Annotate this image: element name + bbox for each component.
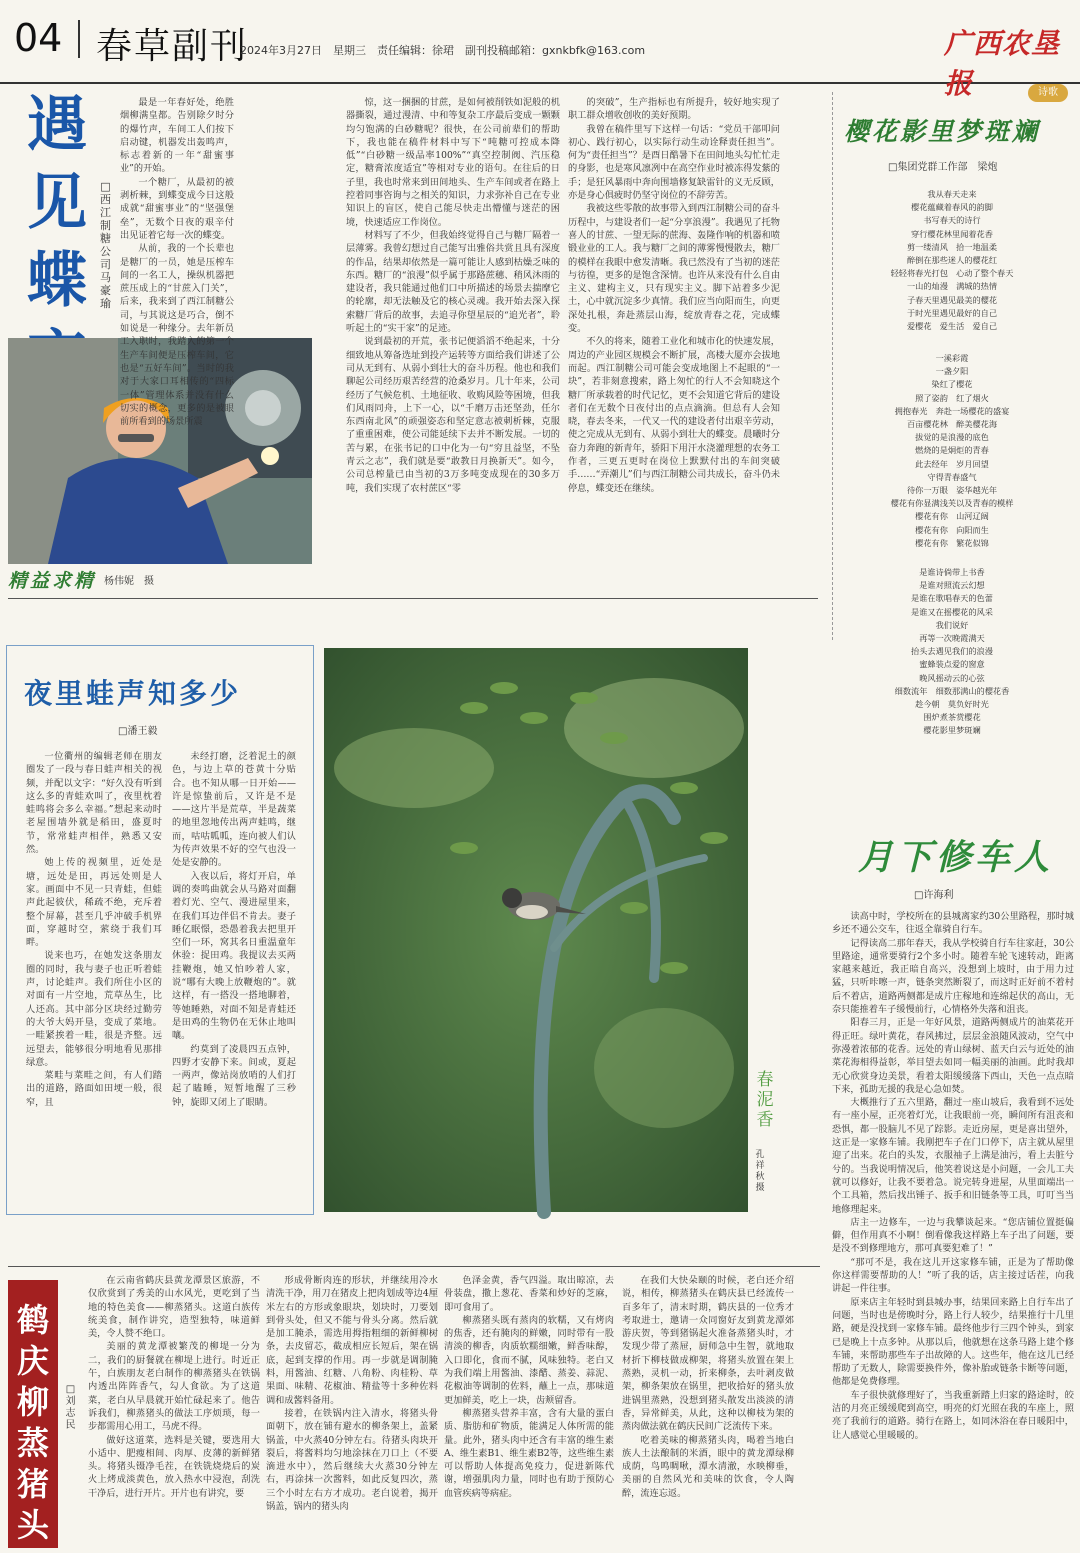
- poem-line: 于时光里遇见最好的自己: [906, 307, 998, 318]
- article3-title: 月下修车人: [858, 837, 1054, 878]
- poem-line: 剪一缕清风 拾一地温柔: [906, 241, 998, 252]
- poem-stanza-1: [840, 188, 1064, 333]
- paragraph: 车子很快就修理好了，当我重新踏上归家的路途时，皎洁的月亮正缓缓爬到高空，明亮的灯光照在我的车座上，照亮了我前行的道路。骑行在路上，如同沐浴在春日暖阳中，让人感觉心里暖暖的。: [832, 1389, 1074, 1441]
- poem-line: 趁今朝 莫负好时光: [915, 699, 989, 710]
- paragraph: 我被这些零散的故事带入到西江制糖公司的奋斗历程中，与建设者们一起“分享浪漫”。我遇见了托物喜人的甘蔗、一望无际的蔗海、轰隆作响的机器和喷锻业业的工人。我与糖厂之间的薄雾慢慢散去，糖厂的模样在我眼中愈发清晰。我已然没有了当初的迷茫与彷徨，更多的是饱含深情。也许从来没有什么自由主义、建构主义，只有现实主义。脚下站着多少泥土，心中就沉淀多少真情。我们应当向阳而生，向更深处扎根，奔赴蒸层山海，绽放青春之花，完成蝶变。: [568, 203, 780, 335]
- poem-stanza-3: [840, 566, 1064, 738]
- article2-col2: [172, 750, 296, 1195]
- section-title: 春草副刊: [96, 26, 249, 67]
- poem-line: 穿行樱花林里闻着花香: [911, 228, 993, 239]
- poem-line: 一盏夕阳: [935, 366, 969, 377]
- poem-line: 樱花有你 向阳而生: [915, 524, 989, 535]
- divider: [8, 598, 818, 599]
- poem-line: 此去经年 岁月回望: [915, 458, 989, 469]
- poem-line: 樱花影里梦斑斓: [923, 725, 981, 736]
- paragraph: 形成骨断肉连的形状，并继续用冷水清洗干净，用刀在猪皮上把肉划成等边4厘米左右的方形或象眼块，划块时，刀要划到骨头处，但又不能与骨头分离。然后就是加工腌杀，需选用拇指粗细的新鲜柳树条，去皮留芯，截成相应长短后，架在锅底，起到支撑的作用。再一步就是调制腌料，用酱油、红糖、八角粉、肉桂粉、草果面、味精、花椒油、精盐等十多种佐料调和成酱料备用。: [266, 1275, 438, 1406]
- poem-line: 子春天里遇见最美的樱花: [906, 294, 998, 305]
- article4-author: □刘志民: [65, 1384, 76, 1431]
- article1-col2: [346, 96, 560, 566]
- paragraph: 柳蒸猪头营养丰富，含有大量的蛋白质、脂肪和矿物质，能满足人体所需的能量。此外，猪头肉中还含有丰富的维生素A、维生素B1、维生素B2等，这些维生素可以帮助人体提高免疫力，促进新陈代谢，增强肌肉力量，同时也有助于预防心血管疾病等病症。: [444, 1407, 614, 1499]
- poem-line: 樱花有你 山河辽阔: [915, 511, 989, 522]
- paragraph: 在我们大快朵颐的时候，老白还介绍说，相传，柳蒸猪头在鹤庆县已经流传一百多年了，清末时期，鹤庆县的一位秀才考取进士，邀请一众同窗好友到黄龙潭郊游庆贺，等到猪锅起火准备蒸猪头时，才发现少带了蒸屉，厨师急中生智，就地取材折下柳枝做成柳架，将猪头放置在架上蒸熟，灵机一动，折来柳条，去叶剥皮做架，柳条架放在锅里，把收拾好的猪头放进锅里蒸熟，没想到猪头散发出淡淡的清香，异常鲜美，从此，这种以柳枝为架的蒸肉做法就在鹤庆民间广泛流传下来。: [622, 1275, 794, 1433]
- poem-line: 抬头去遇见我们的浪漫: [911, 646, 993, 657]
- paragraph: 未经打磨，泛着泥土的颜色，与边上草的苍黄十分贴合。也不知从哪一日开始——许是惊蛰前后，又许是不是——这片半是荒草，半是蔬菜的地里忽地传出两声蛙鸣，继而，咕咕呱呱，连向被人们认为传声效果不好的空气也没一处是安静的。: [172, 751, 296, 869]
- poem-line: 樱花有你显满浅芙以及青春的模样: [890, 498, 1014, 509]
- paragraph: 一位衢州的编辑老师在朋友圈发了一段与春日蛙声相关的视频，并配以文字：“好久没有听到这么多的青蛙欢叫了，夜里枕着蛙鸣将会多么幸福。”想起来动时老屋围墙外就是稻田，盛夏时节，常常蛙声相伴，熟悉又安然。: [26, 751, 162, 856]
- article2-col1: [26, 750, 162, 1195]
- page-number: 04: [14, 16, 63, 60]
- photo-bird-branch: [324, 648, 748, 1212]
- article1-title: 遇见蝶: [27, 90, 87, 316]
- poem-line: 樱花有你 繁花似锦: [915, 537, 989, 548]
- divider: [78, 20, 80, 58]
- article4-col1: [88, 1274, 260, 1548]
- article4-col2: [266, 1274, 438, 1548]
- paragraph: 接着，在铁锅内注入清水，将猪头骨面朝下，放在铺有避水的柳条架上，盖紧锅盖，中火蒸40分钟左右。待猪头肉块开裂后，将酱料均匀地涂抹在刀口上（不要滴进水中），然后继续大火蒸30分钟左右，再涂抹一次酱料，如此反复四次，蒸三个小时左右方才成功。老白说着，揭开锅盖，锅内的猪头肉: [266, 1407, 438, 1513]
- poem-line: 爱樱花 爱生活 爱自己: [906, 321, 998, 332]
- paragraph: 不久的将来，随着工业化和城市化的快速发展，周边的产业园区规模会不断扩展，高楼大厦亦会拔地而起。西江制糖公司可能会变成地图上不起眼的“一块”，若非刻意搜索，路上匆忙的行人不会知晓这个糖厂所承载着的时代记忆，更不会知道它背后的建设者们在无数个日夜付出的点点滴滴。但总有人会知晓，春去冬来，一代又一代的建设者付出艰辛劳动，使之完成从无到有、从弱小到壮大的蝶变。晨曦时分奋力奔跑的新青年，骄阳下用汗水浇灌理想的农务工作者，三更五更时在岗位上默默付出的车间突破手……“弄潮儿”们与西江制糖公司共成长，奋斗仍未停息，蝶变还在继续。: [568, 336, 780, 494]
- newspaper-logo: 广西农垦报: [944, 27, 1061, 100]
- article2-title: 夜里蛙声知多少: [24, 677, 242, 710]
- poem-line: 照了姿韵 红了烟火: [915, 392, 989, 403]
- photo2-title: 春泥香: [756, 1070, 774, 1130]
- paragraph: 我曾在稿件里写下这样一句话：“党员干部叩问初心、践行初心，以实际行动生动诠释责任担当”。何为“责任担当”？是酉日酷暑下在田间地头勾忙忙走的身影，也是寒风凛冽中在高空作业时被冻得发紫的手；是狂风暴雨中奔向围墙修复缺雷针的义无反顾，亦是身心俱疲时仍坚守岗位的不辞劳苦。: [568, 123, 780, 202]
- date-editor-line: 2024年3月27日 星期三 责任编辑：徐珺 副刊投稿邮箱：gxnkbfk@163.com: [240, 44, 646, 57]
- paragraph: “那可不是，我在这儿开这家修车铺，正是为了帮助像你这样需要帮助的人！”听了我的话，店主接过话茬，向我讲起一件往事。: [832, 1256, 1074, 1295]
- poem-line: 一山的灿漫 满城的热情: [906, 281, 998, 292]
- paragraph: 入夜以后，将灯开启，单调的奏鸣曲就会从马路对面翻着灯光、空气、漫进屋里来，在我们耳边伴侣不肯去。妻子睡亿眠憬，恐愚着我去把里开空们一环，窝其名日重温童年休验：捉田鸡。我提议去买两挂鞭炮，她又怕吵着人家，说“哪有大晚上放鞭炮的”。就这样，有一搭没一搭地聊着，等她睡熟，对面不知是青蛙还是田鸡的生物仍在无休止地叫嚷。: [172, 870, 296, 1042]
- photo1-credit: 杨伟妮 摄: [104, 576, 154, 587]
- poem-line: 百亩樱花林 醉美樱花海: [906, 419, 998, 430]
- paragraph: 在云南省鹤庆县黄龙潭景区旅游，不仅欣赏到了秀美的山水风光，更吃到了当地的特色美食——柳蒸猪头。这道白族传统美食，制作讲究，造型独特，味道鲜美，令人赞不绝口。: [88, 1275, 260, 1340]
- paragraph: 从前，我的一个长辈也是糖厂的一员，她是压榨车间的一名工人，操纵机器把蔗压成上的“甘蔗入门关”，后来，我来到了西江制糖公司，与其说这是巧合，倒不如说是一种缘分。去年新员工入职时，我踏入的第一个生产车间便是压榨车间，它也是“五好车间”。当时的我对于大家口耳相传的“四标一体”管理体系并没有什么切实的概念，更多的是被眼前所看到的场景所震: [120, 243, 234, 428]
- poem-line: 再等一次晚霞满天: [919, 633, 985, 644]
- poem-line: 围炉煮茶赏樱花: [923, 712, 981, 723]
- paragraph: 做好这道菜，选料是关键，要选用大小适中、肥瘦相间、肉厚、皮薄的新鲜猪头。将猪头镊净毛茬，在铁铣烧烧后的炭火上烤成淡黄色，放入热水中浸泡，刮洗干净后，进行开片。开片也有讲究，要: [88, 1434, 260, 1499]
- divider: [8, 1266, 820, 1267]
- poem-line: 是谁又在摇樱花的风采: [911, 606, 993, 617]
- paragraph: 说来也巧，在她发这条朋友圈的同时，我与妻子也正听着蛙声，讨论蛙声。我们所住小区的对面有一片空地，荒草丛生，比人还高。其中部分区块经过勤劳的大爷大妈开垦，变成了菜地。一畦紧挨着一畦，很是齐整。远远望去，能够很分明地看见那排绿意。: [26, 950, 162, 1068]
- paragraph: 阳春三月，正是一年好风景，道路两侧成片的油菜花开得正旺。绿叶黄花，春风拂过，层层金浪随风波动，空气中弥漫着浓郁的花香。远处的青山绿树、蓝天白云与近处的油菜花海相得益彰，举目望去如同一幅美丽的油画。此时我却无心欣赏身边美景，看着太阳缓缓落下西山，天色一点点暗下来，孤助无援的我是心急如焚。: [832, 1017, 1074, 1095]
- photo1-title: 精益求精: [8, 570, 97, 592]
- paragraph: 最是一年春好处，绝胜烟柳满皇都。告别除夕时分的爆竹声，车间工人们按下启动键，机器发出轰鸣声，标志着新的一年“甜蜜事业”的开始。: [120, 97, 234, 175]
- article4-title: 鹤庆柳蒸猪头: [16, 1301, 49, 1544]
- paragraph: 读高中时，学校所在的县城离家约30公里路程，那时城乡还不通公交车，往返全靠骑自行车。: [832, 911, 1074, 936]
- poem-line: 樱花蕴藏着春风的韵脚: [911, 202, 993, 213]
- article1-col1: [120, 96, 234, 428]
- poem-line: 染红了樱花: [931, 379, 973, 390]
- poem-line: 守得青春盛气: [927, 471, 977, 482]
- paragraph: 柳蒸猪头既有蒸肉的软糯，又有烤肉的焦香，还有腌肉的鲜嫩，同时带有一股清淡的柳香，肉质软糯细嫩，鲜香味醇，入口即化，食而不腻，风味独特。老白又为我们端上用酱油、漆醋、蒸姜、蒜泥、花椒油等调制的佐料，蘸上一点，那味道更加鲜美，吃上一块，齿颊留香。: [444, 1314, 614, 1406]
- paragraph: 惊，这一捆捆的甘蔗，是如何被削铁如泥般的机器撕裂，通过漫清、中和等复杂工序最后变成一颗颗均匀饱满的白砂糖呢？很快，在公司前辈们的帮助下，我也能在稿件材料中写下“吨糖可控成本降低”“白砂糖一级品率100%”“真空控制阀、汽压稳定，糖膏浓度适宜”等相对专业的语句。在往后的日子里，我也时常来到田间地头、生产车间或者在路上控着同事咨询与之相关的知识，力求弥补自己在专业知识上的盲区，使自己能尽快走出懵懂与迷茫的困境，快速适应工作岗位。: [346, 97, 560, 228]
- paragraph: 美丽的黄龙潭被繁茂的柳堤一分为二，我们的厨餐就在柳堤上进行。时近正午，白族朋友老白制作的柳蒸猪头在铁锅内透出阵阵香气，勾人食欲。为了这道菜，老白从早晨就开始忙碌起来了。他告诉我们，柳蒸猪头的做法工序烦琐，每一步都需用心用工，马虎不得。: [88, 1341, 260, 1433]
- poem-line: 我们说好: [935, 619, 969, 630]
- article2-author: □潘王毅: [118, 726, 158, 737]
- poem-line: 我从春天走来: [927, 189, 977, 199]
- poem-line: 晚风摇动云的心弦: [919, 672, 985, 683]
- paragraph: 记得读高二那年春天，我从学校骑自行车往家赶，30公里路途，通常要骑行2个多小时。随着车轮飞速转动，距离家越来越近，我正暗自高兴，没想到上坡时，由于用力过猛，只听咔嚓一声，链条突然断裂了，而这时正好前不着村后不着店，道路两侧都是成片庄稼地和连绵起伏的高山，无奈只能推着车子缓慢前行，心情格外失落和沮丧。: [832, 937, 1074, 1016]
- poem-line: 一溪彩霞: [935, 353, 969, 363]
- paragraph: 约莫到了凌晨四五点钟，四野才安静下来。间或，夏起一两声，像站岗放哨的人们打起了瞌睡，短暂地醒了三秒钟，旋即又闭上了眼睛。: [172, 1043, 296, 1108]
- paragraph: 的突破”，生产指标也有所提升，较好地实现了职工群众增收创收的美好预期。: [568, 97, 780, 122]
- paragraph: 菜畦与菜畦之间，有人们踏出的道路，路面如田埂一般，很窄，且: [26, 1070, 162, 1108]
- paragraph: 说到最初的开荒，张书记便滔滔不绝起来，十分细致地从筹备选址到投产运转等方面给我们讲述了公司从无到有、从弱小到壮大的奋斗历程。他也和我们聊起公司经历艰苦经营的沧桑岁月。几十年来，公司经历了气候危机、土地征收、收购风险等困境，但我们风雨同舟，上下一心，以“千磨万击还坚劲，任尔东西南北风”的顽强姿态和坚定意志被刺析棘，克服了重重困难，使公司能延续下去并不断发展。一切的苦与累，在张书记的口中化为一句“穷且益坚，不坠青云之志”，我们就是要“敢教日月换新天”。如今，公司总榨量已由当初的3万多吨变成现在的30多万吨，我们实现了农村蔗区“零: [346, 336, 560, 494]
- paragraph: 吃着美味的柳蒸猪头肉，喝着当地白族人土法酿制的米酒，眼中的黄龙潭绿柳成荫，鸟鸣啁啾，潭水清澈，水映柳垂，美丽的自然风光和美味的饮食，令人陶醉，流连忘返。: [622, 1434, 794, 1499]
- poem-line: 书写春天的诗行: [923, 215, 981, 226]
- article4-col4: [622, 1274, 794, 1548]
- poem-title: 樱花影里梦斑斓: [844, 117, 1041, 146]
- article1-col1-cont: [238, 366, 318, 566]
- poem-line: 拔觉的是浪漫的底色: [915, 432, 989, 443]
- poem-line: 醉倒在那些迷人的樱花红: [906, 255, 998, 266]
- paragraph: 店主一边修车，一边与我攀谈起来。“您店铺位置挺偏僻，但作用真不小啊！倒看像我这样路上车子出了问题，要是没不到修理地方，那可真要犯难了！”: [832, 1216, 1074, 1255]
- poem-line: 蜜蜂装点爱的窗意: [919, 659, 985, 670]
- poem-line: 拥抱春光 奔赴一场樱花的盛宴: [894, 405, 1010, 416]
- paragraph: 大概推行了五六里路，翻过一座山坡后，我看到不远处有一座小屋，正亮着灯光，让我眼前一亮，瞬间所有沮丧和恐惧，都一股脑儿不见了踪影。走近房屋，更是喜出望外，这正是一家修车铺。我刚把车子在门口停下，店主就从屋里迎了出来。花白的头发，衣服袖子上满是油污，看上去脏兮兮的。当我说明情况后，他笑着说这是小问题，一会儿工夫就可以修好，让我不要着急。说完转身进屋，从里面端出一个工具箱，然后找出锤子、扳手和旧链条等工具，叮叮当当地修理起来。: [832, 1097, 1074, 1215]
- paragraph: 她上传的视频里，近处是塘，远处是田，再远处则是人家。画面中不见一只青蛙，但蛙声此起彼伏，稀疏不绝，充斥着整个屏幕，甚至几乎冲破手机界面，穿越时空，萦绕于我们耳畔。: [26, 857, 162, 949]
- poem-line: 燃烧的是炯炬的青春: [915, 445, 989, 456]
- poem-line: 是谁在歌唱春天的色蕾: [911, 593, 993, 604]
- bird-illustration: [324, 648, 748, 1212]
- photo2-credit: 孔祥秋 摄: [755, 1150, 774, 1193]
- poem-author: □集团党群工作部 梁炮: [888, 162, 998, 173]
- poem-line: 轻轻将春光打包 心动了整个春天: [890, 268, 1014, 279]
- article1-author: □西江制糖公司 马豪瑜: [100, 180, 122, 310]
- paragraph: 原来店主年轻时到县城办事，结果回来路上自行车出了问题，当时也是傍晚时分，路上行人较少，结果推行十几里路，硬是没找到一家修车铺。最终他步行三四个钟头，到家已是晚上十点多钟。从那以后，他就想在这条马路上建个修车铺，来帮助那些车子出故障的人。这些年，他在这儿已经帮助了无数人，除需要换件外，像补胎或链条卡断等问题，他都是免费修理。: [832, 1296, 1074, 1388]
- poem-line: 细数流年 细数那满山的樱花香: [894, 685, 1010, 696]
- paragraph: 材料写了不少，但我始终觉得自己与糖厂隔着一层薄雾。我曾幻想过自己能写出雅俗共赏且具有深度的作品，结果却依然是一篇可能让人感到枯燥乏味的东西。糖厂的“浪漫”似乎属于那路蔗穗、稍风沐雨的建设者，我只能通过他们口中所描述的场景去揣摩它的轮廓，却无法触及它的核心灵魂。我开始去深入探索糖厂背后的故事，去追寻你望星辰的“追光者”，聆听起土的“实干家”的足迹。: [346, 229, 560, 335]
- poem-line: 是谁对照流云幻想: [919, 580, 985, 591]
- poem-tag: 诗歌: [1028, 84, 1068, 102]
- article3-author: □许海利: [914, 890, 954, 901]
- paragraph: 一个糖厂，从最初的被剥析棘，到蝶变成今日这般成就“甜蜜事业”的“坚强堡垒”，无数个日夜的艰辛付出见证着它每一次的蝶变。: [120, 176, 234, 241]
- article3-col1: [832, 910, 1074, 1545]
- poem-line: 待你一万眼 姿华越光年: [906, 485, 998, 496]
- article1-col3: [568, 96, 780, 566]
- paragraph: 色泽金黄，香气四溢。取出晾凉，去骨装盘，撒上葱花、香菜和炒好的芝麻，即可食用了。: [444, 1275, 614, 1313]
- article4-col3: [444, 1274, 614, 1548]
- poem-line: 是谁诗倘带上书香: [919, 567, 985, 577]
- poem-stanza-2: [840, 352, 1064, 550]
